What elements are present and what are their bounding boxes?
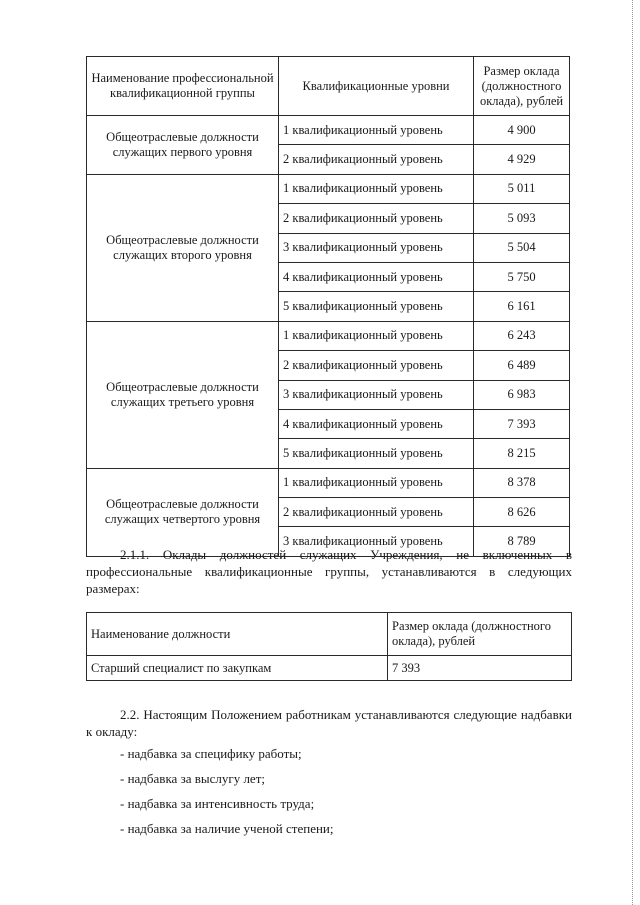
group-name-cell: Общеотраслевые должности служащих третьего уровня	[87, 321, 279, 468]
level-cell: 2 квалификационный уровень	[279, 498, 474, 527]
salary-cell: 6 243	[474, 321, 570, 350]
salary-cell: 8 626	[474, 498, 570, 527]
level-cell: 2 квалификационный уровень	[279, 145, 474, 174]
salary-cell: 5 093	[474, 204, 570, 233]
level-cell: 4 квалификационный уровень	[279, 409, 474, 438]
level-cell: 5 квалификационный уровень	[279, 439, 474, 468]
level-cell: 1 квалификационный уровень	[279, 116, 474, 145]
allowance-item: - надбавка за наличие ученой степени;	[120, 821, 334, 836]
paragraph-2-1-1-text: 2.1.1. Оклады должностей служащих Учреждения, не включенных в профессиональные квалификационные группы, устанавливаются в следующих размерах:	[86, 547, 572, 596]
table-row	[87, 174, 570, 203]
salary-cell: 7 393	[474, 409, 570, 438]
group-name-cell: Общеотраслевые должности служащих четвертого уровня	[87, 468, 279, 556]
position-salary: 7 393	[388, 656, 572, 681]
salary-cell: 6 489	[474, 351, 570, 380]
level-cell: 1 квалификационный уровень	[279, 174, 474, 203]
group-name-cell: Общеотраслевые должности служащих первого уровня	[87, 116, 279, 175]
table-row	[87, 116, 570, 145]
header-salary: Размер оклада (должностного оклада), рублей	[474, 57, 570, 116]
positions-table	[86, 612, 572, 681]
header-group-name: Наименование профессиональной квалификационной группы	[87, 57, 279, 116]
table-row	[87, 468, 570, 497]
level-cell: 1 квалификационный уровень	[279, 321, 474, 350]
level-cell: 2 квалификационный уровень	[279, 204, 474, 233]
table-row	[87, 321, 570, 350]
page-edge	[631, 0, 633, 905]
level-cell: 4 квалификационный уровень	[279, 262, 474, 291]
salary-table	[86, 56, 570, 557]
paragraph-2-2-text: 2.2. Настоящим Положением работникам устанавливаются следующие надбавки к окладу:	[86, 707, 572, 739]
allowance-item: - надбавка за интенсивность труда;	[120, 796, 315, 811]
allowance-item: - надбавка за специфику работы;	[120, 746, 302, 761]
positions-header-salary: Размер оклада (должностного оклада), рублей	[388, 613, 572, 656]
group-name-cell: Общеотраслевые должности служащих второго уровня	[87, 174, 279, 321]
salary-cell: 5 750	[474, 262, 570, 291]
level-cell: 3 квалификационный уровень	[279, 527, 474, 556]
salary-cell: 6 161	[474, 292, 570, 321]
salary-cell: 4 900	[474, 116, 570, 145]
salary-cell: 8 789	[474, 527, 570, 556]
salary-cell: 5 011	[474, 174, 570, 203]
allowance-item: - надбавка за выслугу лет;	[120, 771, 265, 786]
salary-cell: 8 378	[474, 468, 570, 497]
level-cell: 3 квалификационный уровень	[279, 380, 474, 409]
level-cell: 1 квалификационный уровень	[279, 468, 474, 497]
positions-header-row	[87, 613, 572, 656]
salary-cell: 4 929	[474, 145, 570, 174]
positions-header-name: Наименование должности	[87, 613, 388, 656]
paragraph-2-1-1	[86, 546, 572, 597]
header-level: Квалификационные уровни	[279, 57, 474, 116]
level-cell: 3 квалификационный уровень	[279, 233, 474, 262]
level-cell: 5 квалификационный уровень	[279, 292, 474, 321]
table-row	[87, 656, 572, 681]
salary-cell: 6 983	[474, 380, 570, 409]
level-cell: 2 квалификационный уровень	[279, 351, 474, 380]
paragraph-2-2	[86, 706, 572, 740]
position-name: Старший специалист по закупкам	[87, 656, 388, 681]
salary-cell: 8 215	[474, 439, 570, 468]
table-header-row	[87, 57, 570, 116]
salary-cell: 5 504	[474, 233, 570, 262]
